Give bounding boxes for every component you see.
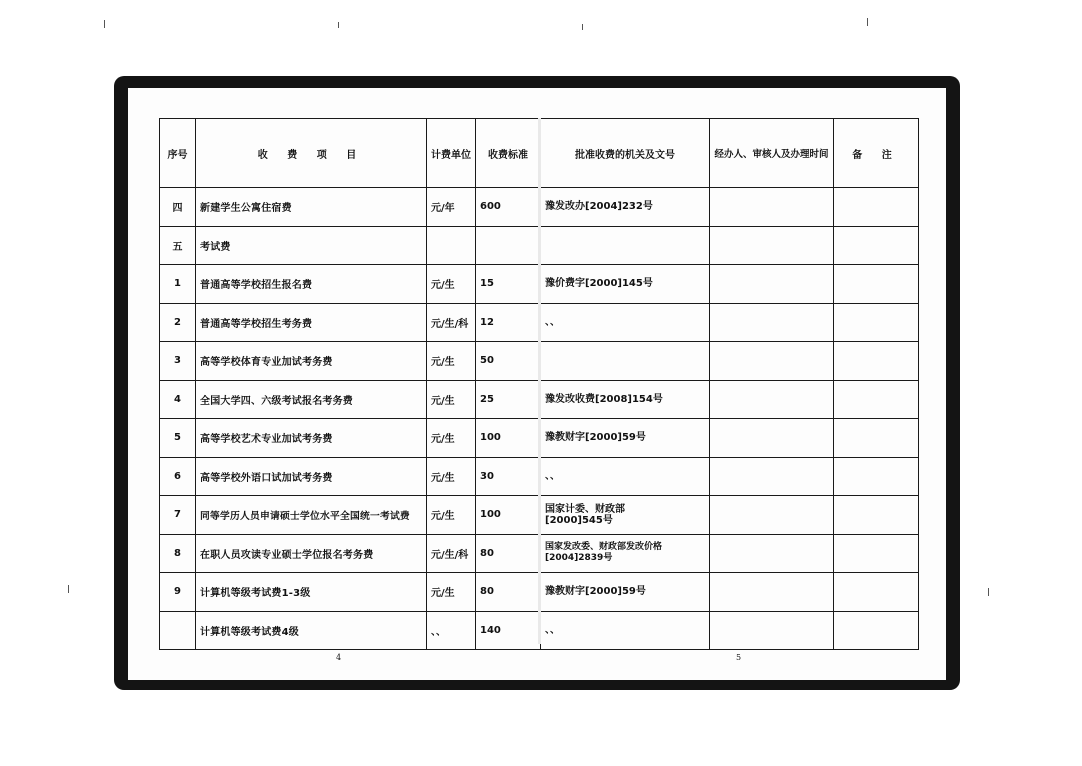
row-approval-line1: 国家发改委、财政部发改价格 xyxy=(545,542,663,553)
header-item-label: 收 费 项 目 xyxy=(257,149,365,161)
row-remark xyxy=(834,265,919,304)
row-approval xyxy=(541,496,710,535)
row-item: 普通高等学校招生报名费 xyxy=(196,265,427,304)
page-number-right: 5 xyxy=(736,653,742,662)
row-approval xyxy=(541,534,710,573)
row-item: 全国大学四、六级考试报名考务费 xyxy=(196,380,427,419)
row-approval: 豫价费字[2000]145号 xyxy=(541,265,710,304)
header-remark xyxy=(834,119,919,188)
row-remark xyxy=(834,380,919,419)
scan-speck xyxy=(867,18,868,26)
row-no: 5 xyxy=(160,419,196,458)
scan-speck xyxy=(68,585,69,593)
row-unit: 元/生 xyxy=(427,342,476,381)
row-remark xyxy=(834,226,919,265)
row-unit: 元/生 xyxy=(427,573,476,612)
row-approval xyxy=(541,226,710,265)
scan-speck xyxy=(582,24,583,30)
row-approval: 、、 xyxy=(541,611,710,650)
row-no: 6 xyxy=(160,457,196,496)
row-approval-line1: 国家计委、财政部 xyxy=(545,503,625,515)
row-unit: 元/生/科 xyxy=(427,303,476,342)
row-item: 高等学校体育专业加试考务费 xyxy=(196,342,427,381)
row-standard: 80 xyxy=(476,534,541,573)
scan-speck xyxy=(104,20,105,28)
row-remark xyxy=(834,457,919,496)
row-handler xyxy=(710,573,834,612)
header-remark-label: 备 注 xyxy=(852,149,900,161)
row-item: 高等学校外语口试加试考务费 xyxy=(196,457,427,496)
row-item: 考试费 xyxy=(196,226,427,265)
row-item: 新建学生公寓住宿费 xyxy=(196,188,427,227)
row-approval xyxy=(541,342,710,381)
row-standard: 50 xyxy=(476,342,541,381)
row-no: 四 xyxy=(160,188,196,227)
row-unit: 元/生 xyxy=(427,496,476,535)
row-standard: 80 xyxy=(476,573,541,612)
row-no: 7 xyxy=(160,496,196,535)
scan-speck xyxy=(338,22,339,28)
header-handler: 经办人、审核人及办理时间 xyxy=(710,119,834,188)
row-handler xyxy=(710,188,834,227)
row-standard: 100 xyxy=(476,419,541,458)
row-no: 3 xyxy=(160,342,196,381)
page-spine xyxy=(538,118,541,644)
row-standard: 25 xyxy=(476,380,541,419)
row-standard: 30 xyxy=(476,457,541,496)
row-approval: 豫发改收费[2008]154号 xyxy=(541,380,710,419)
row-handler xyxy=(710,226,834,265)
row-no: 2 xyxy=(160,303,196,342)
row-standard xyxy=(476,226,541,265)
row-unit: 元/生 xyxy=(427,419,476,458)
row-no: 4 xyxy=(160,380,196,419)
row-handler xyxy=(710,457,834,496)
row-remark xyxy=(834,496,919,535)
row-standard: 12 xyxy=(476,303,541,342)
header-no: 序号 xyxy=(160,119,196,188)
row-handler xyxy=(710,496,834,535)
row-approval: 、、 xyxy=(541,457,710,496)
row-approval: 豫发改办[2004]232号 xyxy=(541,188,710,227)
row-item: 计算机等级考试费1-3级 xyxy=(196,573,427,612)
row-no xyxy=(160,611,196,650)
scan-speck xyxy=(988,588,989,596)
row-item: 同等学历人员申请硕士学位水平全国统一考试费 xyxy=(196,496,427,535)
row-handler xyxy=(710,380,834,419)
row-standard: 600 xyxy=(476,188,541,227)
row-no: 9 xyxy=(160,573,196,612)
row-remark xyxy=(834,303,919,342)
row-unit: 元/生 xyxy=(427,265,476,304)
row-handler xyxy=(710,611,834,650)
row-no: 1 xyxy=(160,265,196,304)
row-remark xyxy=(834,342,919,381)
row-standard: 100 xyxy=(476,496,541,535)
row-unit: 、、 xyxy=(427,611,476,650)
row-remark xyxy=(834,573,919,612)
row-item: 高等学校艺术专业加试考务费 xyxy=(196,419,427,458)
row-no: 8 xyxy=(160,534,196,573)
row-approval: 豫教财字[2000]59号 xyxy=(541,419,710,458)
row-item: 普通高等学校招生考务费 xyxy=(196,303,427,342)
row-handler xyxy=(710,265,834,304)
row-no: 五 xyxy=(160,226,196,265)
row-unit: 元/生/科 xyxy=(427,534,476,573)
row-remark xyxy=(834,419,919,458)
row-item: 计算机等级考试费4级 xyxy=(196,611,427,650)
row-item: 在职人员攻读专业硕士学位报名考务费 xyxy=(196,534,427,573)
page-number-left: 4 xyxy=(336,653,342,662)
header-approval: 批准收费的机关及文号 xyxy=(541,119,710,188)
header-item xyxy=(196,119,427,188)
header-unit: 计费单位 xyxy=(427,119,476,188)
row-approval: 豫教财字[2000]59号 xyxy=(541,573,710,612)
row-approval-line2: [2004]2839号 xyxy=(545,553,613,564)
row-remark xyxy=(834,611,919,650)
row-handler xyxy=(710,303,834,342)
row-unit: 元/生 xyxy=(427,457,476,496)
row-remark xyxy=(834,534,919,573)
row-unit: 元/生 xyxy=(427,380,476,419)
row-handler xyxy=(710,419,834,458)
row-handler xyxy=(710,342,834,381)
row-remark xyxy=(834,188,919,227)
row-handler xyxy=(710,534,834,573)
row-approval: 、、 xyxy=(541,303,710,342)
row-unit: 元/年 xyxy=(427,188,476,227)
row-unit xyxy=(427,226,476,265)
row-approval-line2: [2000]545号 xyxy=(545,514,613,526)
row-standard: 140 xyxy=(476,611,541,650)
header-standard: 收费标准 xyxy=(476,119,541,188)
row-standard: 15 xyxy=(476,265,541,304)
